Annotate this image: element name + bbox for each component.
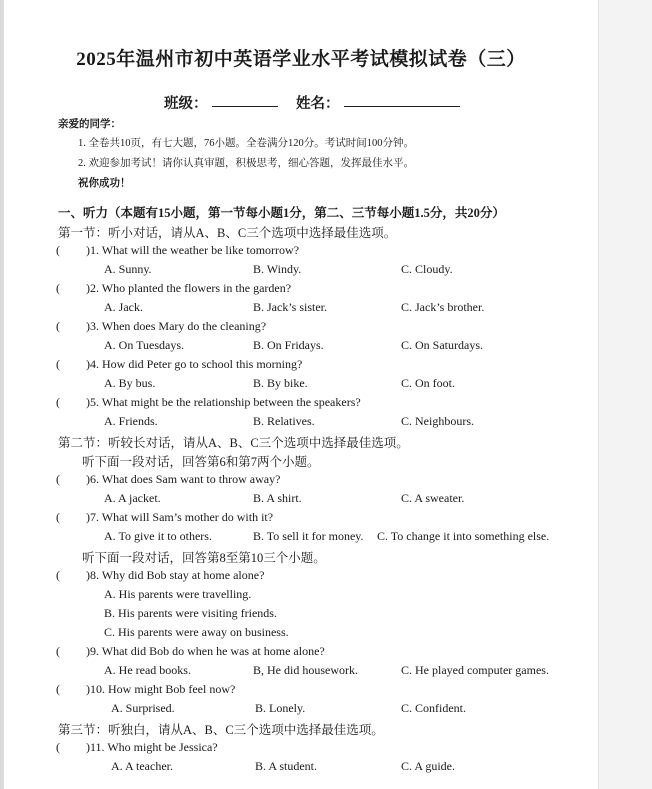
option-c: C. A sweater. [401, 491, 465, 505]
option-c: C. On foot. [401, 376, 455, 390]
greeting-line-1: 1. 全卷共10页，有七大题，76小题。全卷满分120分。考试时间100分钟。 [78, 138, 414, 149]
question-stem: )3. When does Mary do the cleaning? [86, 319, 267, 333]
question-stem: )9. What did Bob do when he was at home alone? [86, 644, 325, 658]
option-c: C. Confident. [401, 701, 466, 715]
section2-intro-b: 听下面一段对话，回答第8至第10三个小题。 [82, 551, 326, 565]
option-a: A. By bus. [104, 376, 156, 390]
name-label: 姓名： [296, 96, 340, 112]
section1-heading: 第一节：听小对话，请从A、B、C三个选项中选择最佳选项。 [58, 226, 397, 240]
answer-paren[interactable]: ( [56, 568, 60, 582]
part1-heading: 一、听力（本题有15小题，第一节每小题1分，第二、三节每小题1.5分，共20分） [58, 206, 505, 220]
option-a: A. A jacket. [104, 491, 161, 505]
option-c: C. A guide. [401, 759, 456, 773]
option-b: B. On Fridays. [253, 338, 324, 352]
option-a: A. A teacher. [111, 759, 173, 773]
question-stem: )5. What might be the relationship between the speakers? [86, 395, 361, 409]
option-c: C. His parents were away on business. [104, 625, 289, 639]
option-b: B. A shirt. [253, 491, 302, 505]
question-stem: )4. How did Peter go to school this morning? [86, 357, 303, 371]
class-blank[interactable] [212, 92, 278, 112]
question-stem: )11. Who might be Jessica? [86, 740, 218, 754]
answer-paren[interactable]: ( [56, 472, 60, 486]
option-b: B. To sell it for money. [253, 529, 364, 543]
exam-page [4, 0, 598, 789]
answer-paren[interactable]: ( [56, 644, 60, 658]
page-title: 2025年温州市初中英语学业水平考试模拟试卷（三） [76, 49, 526, 70]
greeting-closing: 祝你成功！ [78, 178, 131, 189]
question-stem: )1. What will the weather be like tomorrow? [86, 243, 300, 257]
option-c: C. Jack’s brother. [401, 300, 485, 314]
option-c: C. To change it into something else. [377, 529, 550, 543]
option-b: B. A student. [255, 759, 318, 773]
question-stem: )6. What does Sam want to throw away? [86, 472, 281, 486]
answer-paren[interactable]: ( [56, 319, 60, 333]
option-a: A. To give it to others. [104, 529, 212, 543]
greeting-line-2: 2. 欢迎参加考试！请你认真审题，积极思考，细心答题，发挥最佳水平。 [78, 158, 414, 169]
option-a: A. On Tuesdays. [104, 338, 185, 352]
class-label: 班级： [164, 96, 208, 112]
greeting-salutation: 亲爱的同学： [58, 119, 121, 130]
option-a: A. Friends. [104, 414, 158, 428]
viewer-right-gutter [598, 0, 652, 789]
section2-heading: 第二节：听较长对话，请从A、B、C三个选项中选择最佳选项。 [58, 436, 409, 450]
question-stem: )8. Why did Bob stay at home alone? [86, 568, 265, 582]
question-stem: )7. What will Sam’s mother do with it? [86, 510, 274, 524]
question-stem: )10. How might Bob feel now? [86, 682, 236, 696]
option-c: C. Neighbours. [401, 414, 474, 428]
question-stem: )2. Who planted the flowers in the garden? [86, 281, 292, 295]
name-blank[interactable] [344, 92, 460, 112]
option-b: B. Windy. [253, 262, 302, 276]
option-c: C. Cloudy. [401, 262, 453, 276]
answer-paren[interactable]: ( [56, 682, 60, 696]
option-a: A. He read books. [104, 663, 191, 677]
answer-paren[interactable]: ( [56, 281, 60, 295]
option-c: C. On Saturdays. [401, 338, 483, 352]
option-b: B. His parents were visiting friends. [104, 606, 277, 620]
option-b: B. Lonely. [255, 701, 306, 715]
answer-paren[interactable]: ( [56, 357, 60, 371]
option-a: A. His parents were travelling. [104, 587, 252, 601]
answer-paren[interactable]: ( [56, 740, 60, 754]
option-b: B. Jack’s sister. [253, 300, 327, 314]
section3-heading: 第三节：听独白，请从A、B、C三个选项中选择最佳选项。 [58, 723, 384, 737]
option-c: C. He played computer games. [401, 663, 549, 677]
answer-paren[interactable]: ( [56, 243, 60, 257]
option-a: A. Surprised. [111, 701, 175, 715]
option-a: A. Jack. [104, 300, 143, 314]
option-a: A. Sunny. [104, 262, 152, 276]
option-b: B. Relatives. [253, 414, 315, 428]
option-b: B, He did housework. [253, 663, 358, 677]
option-b: B. By bike. [253, 376, 308, 390]
section2-intro-a: 听下面一段对话，回答第6和第7两个小题。 [82, 455, 320, 469]
answer-paren[interactable]: ( [56, 510, 60, 524]
answer-paren[interactable]: ( [56, 395, 60, 409]
